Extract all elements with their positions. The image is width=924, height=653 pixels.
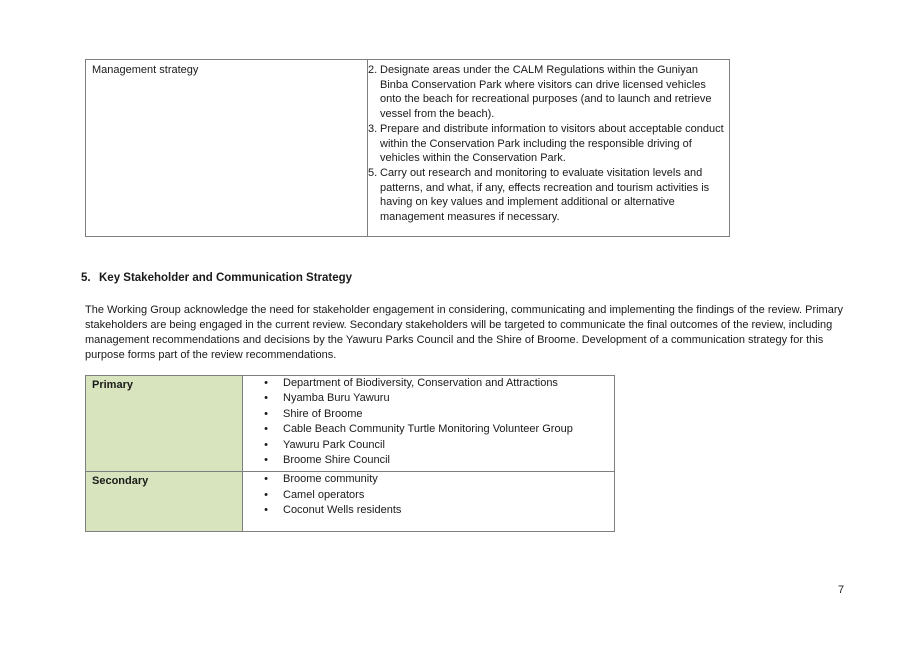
list-item [243, 438, 614, 453]
primary-label: Primary [92, 379, 133, 391]
strategy-item-text: Designate areas under the CALM Regulations within the Guniyan Binba Conservation Park where visitors can drive licensed vehicles onto the beach for recreational purposes (and to launch and retrieve vessel from the beach). [380, 64, 712, 121]
strategy-label: Management strategy [92, 64, 199, 76]
bullet-icon: • [264, 407, 268, 420]
strategy-item-number: 5. [368, 166, 378, 179]
list-item [243, 407, 614, 422]
list-item [243, 472, 614, 487]
primary-label-cell [86, 376, 243, 472]
section-title: Key Stakeholder and Communication Strategy [99, 272, 353, 284]
management-strategy-table [85, 59, 730, 237]
section-number: 5. [81, 272, 91, 284]
table-row [86, 472, 615, 532]
bullet-icon: • [264, 438, 268, 451]
list-item-text: Broome Shire Council [283, 454, 390, 467]
bullet-icon: • [264, 377, 268, 389]
strategy-item-text: Prepare and distribute information to visitors about acceptable conduct within the Conservation Park including the responsible driving of vehicles within the Conservation Park. [380, 122, 724, 165]
list-item-text: Camel operators [283, 488, 365, 501]
list-item-text: Shire of Broome [283, 407, 363, 420]
primary-stakeholder-list [243, 376, 614, 468]
bullet-icon: • [264, 504, 268, 517]
list-item-text: Department of Biodiversity, Conservation and Attractions [283, 377, 558, 389]
bullet-icon: • [264, 423, 268, 436]
secondary-stakeholder-list [243, 472, 614, 518]
list-item-text: Nyamba Buru Yawuru [283, 392, 390, 405]
page-number: 7 [838, 584, 845, 596]
list-item [243, 488, 614, 503]
section-paragraph: The Working Group acknowledge the need for stakeholder engagement in considering, communicating and implementing the findings of the review. Primary stakeholders are being engaged in the current review. Secondary stakeholders will be targeted to communicate the final outcomes of the review, including management recommendations and decisions by the Yawuru Parks Council and the Shire of Broome. Development of a communication strategy for this purpose forms part of the review recommendations. [85, 304, 843, 361]
strategy-item [368, 63, 725, 122]
strategy-items-cell [368, 60, 729, 236]
list-item [243, 453, 614, 468]
bullet-icon: • [264, 454, 268, 467]
list-item [243, 422, 614, 437]
list-item-text: Yawuru Park Council [283, 438, 385, 451]
strategy-item [368, 122, 725, 166]
strategy-label-cell [86, 60, 368, 236]
strategy-item [368, 166, 725, 225]
strategy-item-number: 2. [368, 64, 378, 76]
bullet-icon: • [264, 392, 268, 405]
list-item-text: Cable Beach Community Turtle Monitoring Volunteer Group [283, 423, 573, 436]
secondary-label: Secondary [92, 475, 149, 488]
secondary-list-cell [243, 472, 615, 532]
list-item [243, 391, 614, 406]
strategy-item-number: 3. [368, 122, 378, 135]
bullet-icon: • [264, 488, 268, 501]
strategy-item-text: Carry out research and monitoring to evaluate visitation levels and patterns, and what, if any, effects recreation and tourism activities is having on key values and implement additional or alternative management measures if necessary. [380, 166, 710, 224]
stakeholder-table [85, 375, 615, 532]
secondary-label-cell [86, 472, 243, 532]
primary-list-cell [243, 376, 615, 472]
bullet-icon: • [264, 473, 268, 486]
section-heading [81, 272, 352, 284]
table-row [86, 376, 615, 472]
list-item [243, 503, 614, 518]
list-item-text: Coconut Wells residents [283, 504, 402, 517]
list-item [243, 376, 614, 391]
list-item-text: Broome community [283, 473, 378, 486]
